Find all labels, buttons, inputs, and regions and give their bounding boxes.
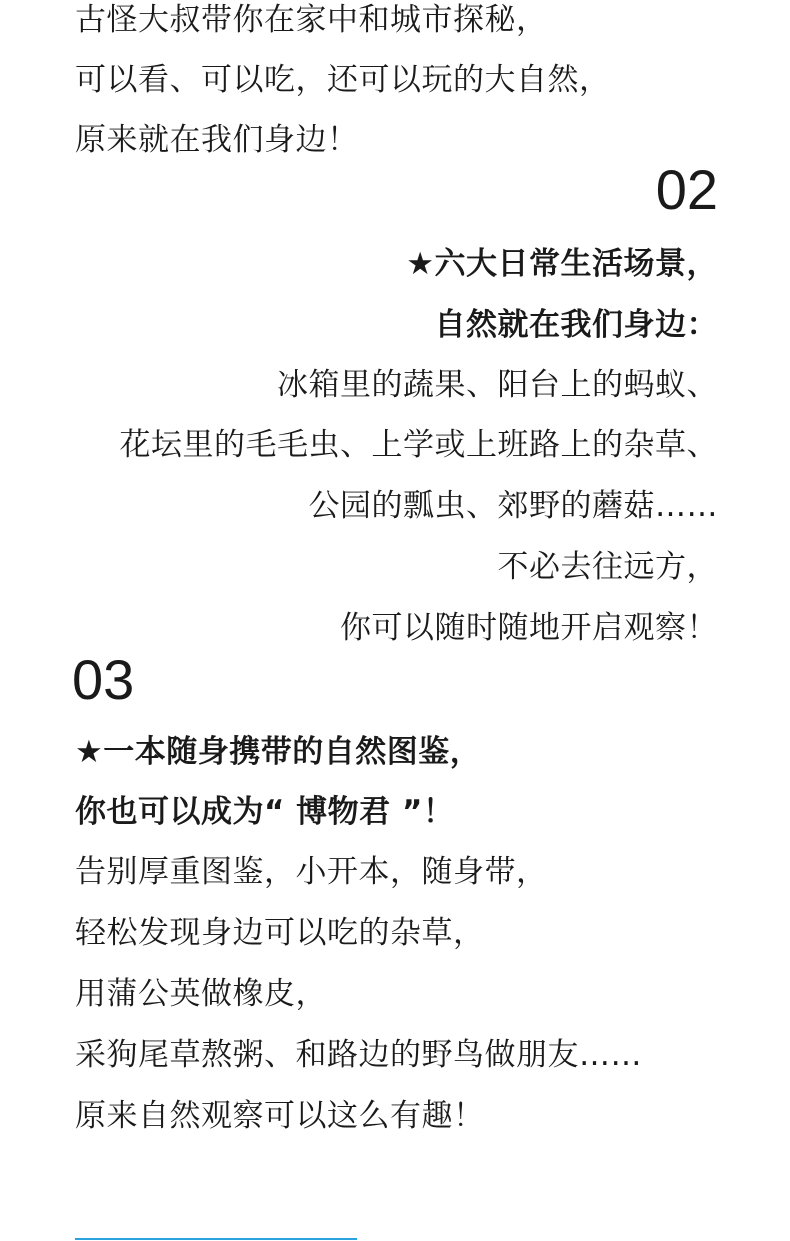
section-03-heading-2: 你也可以成为“ 博物君 ”！ bbox=[75, 794, 455, 830]
section-03-body-1: 告别厚重图鉴，小开本，随身带， bbox=[75, 854, 548, 890]
section-02-body-2: 花坛里的毛毛虫、上学或上班路上的杂草、 bbox=[119, 427, 718, 463]
intro-line-2: 可以看、可以吃，还可以玩的大自然， bbox=[75, 62, 611, 98]
section-number-03: 03 bbox=[72, 648, 135, 711]
intro-line-1: 古怪大叔带你在家中和城市探秘， bbox=[75, 2, 548, 38]
section-02-heading-1: ★六大日常生活场景， bbox=[406, 246, 718, 282]
section-02-body-4: 不必去往远方， bbox=[497, 549, 718, 585]
section-02-body-1: 冰箱里的蔬果、阳台上的蚂蚁、 bbox=[277, 367, 718, 403]
section-02-body-3: 公园的瓢虫、郊野的蘑菇…… bbox=[308, 488, 718, 524]
section-02-heading-2: 自然就在我们身边： bbox=[434, 307, 718, 343]
section-02-body-5: 你可以随时随地开启观察！ bbox=[340, 610, 718, 646]
section-03-body-4: 采狗尾草熬粥、和路边的野鸟做朋友…… bbox=[75, 1037, 642, 1073]
section-03-body-5: 原来自然观察可以这么有趣！ bbox=[75, 1098, 485, 1134]
section-number-02: 02 bbox=[655, 158, 718, 221]
accent-divider bbox=[75, 1238, 357, 1240]
section-03-body-3: 用蒲公英做橡皮， bbox=[75, 976, 327, 1012]
intro-line-3: 原来就在我们身边！ bbox=[75, 122, 359, 158]
section-03-body-2: 轻松发现身边可以吃的杂草， bbox=[75, 915, 485, 951]
section-03-heading-1: ★一本随身携带的自然图鉴， bbox=[75, 734, 482, 770]
